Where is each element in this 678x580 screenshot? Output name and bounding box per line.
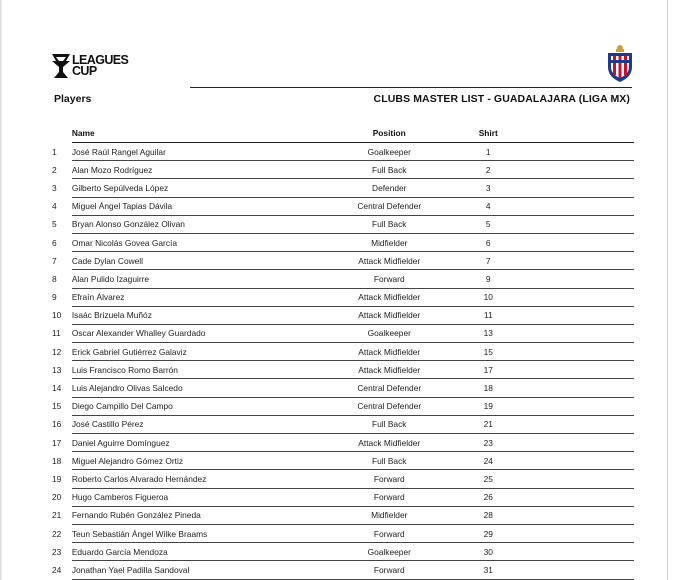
player-name: Alan Mozo Rodríguez bbox=[72, 161, 320, 179]
player-position: Attack Midfielder bbox=[320, 434, 459, 452]
table-row bbox=[46, 561, 634, 579]
player-position: Midfielder bbox=[320, 506, 459, 524]
spacer-cell bbox=[518, 288, 634, 306]
shirt-number: 2 bbox=[459, 161, 518, 179]
spacer-cell bbox=[518, 470, 634, 488]
row-number: 21 bbox=[52, 510, 62, 521]
player-name: Jonathan Yael Padilla Sandoval bbox=[72, 561, 320, 579]
player-position: Attack Midfielder bbox=[320, 288, 459, 306]
spacer-cell bbox=[518, 506, 634, 524]
spacer-cell bbox=[518, 197, 634, 215]
shirt-number: 9 bbox=[459, 270, 518, 288]
player-name: Oscar Alexander Whalley Guardado bbox=[72, 324, 320, 342]
player-position: Goalkeeper bbox=[320, 143, 459, 161]
page-edge-shadow bbox=[0, 0, 3, 580]
player-position: Defender bbox=[320, 179, 459, 197]
player-position: Full Back bbox=[320, 452, 459, 470]
spacer-column-header bbox=[518, 124, 634, 143]
leagues-cup-trophy-icon bbox=[52, 54, 70, 78]
player-name: Hugo Camberos Figueroa bbox=[72, 488, 320, 506]
spacer-cell bbox=[518, 379, 634, 397]
document-title: CLUBS MASTER LIST - GUADALAJARA (LIGA MX) bbox=[373, 93, 630, 105]
player-position: Midfielder bbox=[320, 233, 459, 251]
table-row bbox=[46, 252, 634, 270]
table-row bbox=[46, 434, 634, 452]
guadalajara-crest-icon bbox=[605, 43, 635, 83]
shirt-number: 15 bbox=[459, 343, 518, 361]
player-name: Eduardo García Mendoza bbox=[72, 543, 320, 561]
table-row bbox=[46, 488, 634, 506]
row-number: 17 bbox=[52, 437, 62, 448]
row-number: 20 bbox=[52, 492, 62, 503]
row-number: 18 bbox=[52, 455, 62, 466]
player-name: Teun Sebastián Ángel Wilke Braams bbox=[72, 524, 320, 542]
player-position: Full Back bbox=[320, 415, 459, 433]
shirt-number: 24 bbox=[459, 452, 518, 470]
player-position: Attack Midfielder bbox=[320, 361, 459, 379]
player-position: Attack Midfielder bbox=[320, 306, 459, 324]
spacer-cell bbox=[518, 452, 634, 470]
table-row bbox=[46, 233, 634, 251]
shirt-number: 7 bbox=[459, 252, 518, 270]
shirt-number: 18 bbox=[459, 379, 518, 397]
row-number: 7 bbox=[52, 255, 57, 266]
player-name: Efraín Álvarez bbox=[72, 288, 320, 306]
row-number: 22 bbox=[52, 528, 62, 539]
shirt-number: 25 bbox=[459, 470, 518, 488]
shirt-number: 1 bbox=[459, 143, 518, 161]
row-number: 10 bbox=[52, 310, 62, 321]
shirt-number: 10 bbox=[459, 288, 518, 306]
shirt-number: 26 bbox=[459, 488, 518, 506]
players-table-body bbox=[46, 143, 634, 580]
row-number: 23 bbox=[52, 546, 62, 557]
name-column-header: Name bbox=[72, 124, 320, 143]
players-table bbox=[46, 124, 634, 580]
table-row bbox=[46, 197, 634, 215]
player-position: Central Defender bbox=[320, 397, 459, 415]
shirt-number: 6 bbox=[459, 233, 518, 251]
player-name: Isaác Brizuela Muñóz bbox=[72, 306, 320, 324]
table-row bbox=[46, 343, 634, 361]
player-position: Goalkeeper bbox=[320, 543, 459, 561]
row-number: 12 bbox=[52, 346, 62, 357]
player-name: Fernando Rubén González Pineda bbox=[72, 506, 320, 524]
player-position: Forward bbox=[320, 470, 459, 488]
shirt-number: 21 bbox=[459, 415, 518, 433]
shirt-number: 28 bbox=[459, 506, 518, 524]
player-name: Miguel Alejandro Gómez Ortiz bbox=[72, 452, 320, 470]
player-position: Attack Midfielder bbox=[320, 343, 459, 361]
spacer-cell bbox=[518, 361, 634, 379]
player-position: Forward bbox=[320, 270, 459, 288]
player-position: Goalkeeper bbox=[320, 324, 459, 342]
row-number: 8 bbox=[52, 273, 57, 284]
player-name: José Raúl Rangel Aguilar bbox=[72, 143, 320, 161]
player-position: Forward bbox=[320, 488, 459, 506]
row-number: 15 bbox=[52, 401, 62, 412]
row-number: 3 bbox=[52, 182, 57, 193]
spacer-cell bbox=[518, 343, 634, 361]
spacer-cell bbox=[518, 306, 634, 324]
shirt-number: 4 bbox=[459, 197, 518, 215]
table-row bbox=[46, 288, 634, 306]
logo-word-leagues: LEAGUES bbox=[72, 53, 129, 67]
row-number: 11 bbox=[52, 328, 61, 339]
table-row bbox=[46, 215, 634, 233]
page-right-edge bbox=[667, 0, 678, 580]
spacer-cell bbox=[518, 543, 634, 561]
spacer-cell bbox=[518, 233, 634, 251]
row-number: 4 bbox=[52, 201, 57, 212]
table-row bbox=[46, 161, 634, 179]
position-column-header: Position bbox=[320, 124, 459, 143]
row-number: 13 bbox=[52, 364, 62, 375]
row-number-header bbox=[46, 124, 72, 143]
row-number: 2 bbox=[52, 164, 57, 175]
logo-word-cup: CUP bbox=[72, 64, 97, 78]
spacer-cell bbox=[518, 179, 634, 197]
table-row bbox=[46, 543, 634, 561]
player-name: Erick Gabriel Gutiérrez Galaviz bbox=[72, 343, 320, 361]
row-number: 5 bbox=[52, 219, 57, 230]
player-name: Miguel Ángel Tapias Dávila bbox=[72, 197, 320, 215]
table-row bbox=[46, 306, 634, 324]
player-name: Bryan Alonso González Olivan bbox=[72, 215, 320, 233]
player-position: Full Back bbox=[320, 215, 459, 233]
spacer-cell bbox=[518, 270, 634, 288]
spacer-cell bbox=[518, 252, 634, 270]
row-number: 6 bbox=[52, 237, 57, 248]
spacer-cell bbox=[518, 488, 634, 506]
shirt-number: 23 bbox=[459, 434, 518, 452]
shirt-number: 19 bbox=[459, 397, 518, 415]
player-position: Forward bbox=[320, 561, 459, 579]
player-position: Full Back bbox=[320, 161, 459, 179]
player-position: Attack Midfielder bbox=[320, 252, 459, 270]
table-row bbox=[46, 470, 634, 488]
header-divider bbox=[190, 87, 632, 88]
section-title: Players bbox=[54, 93, 92, 105]
player-name: Daniel Aguirre Domínguez bbox=[72, 434, 320, 452]
table-row bbox=[46, 361, 634, 379]
shirt-column-header: Shirt bbox=[459, 124, 518, 143]
shirt-number: 17 bbox=[459, 361, 518, 379]
row-number: 19 bbox=[52, 473, 62, 484]
player-name: José Castillo Pérez bbox=[72, 415, 320, 433]
shirt-number: 5 bbox=[459, 215, 518, 233]
spacer-cell bbox=[518, 415, 634, 433]
shirt-number: 29 bbox=[459, 524, 518, 542]
table-row bbox=[46, 379, 634, 397]
shirt-number: 11 bbox=[459, 306, 518, 324]
table-row bbox=[46, 324, 634, 342]
player-position: Central Defender bbox=[320, 197, 459, 215]
row-number: 16 bbox=[52, 419, 62, 430]
spacer-cell bbox=[518, 524, 634, 542]
player-name: Gilberto Sepúlveda López bbox=[72, 179, 320, 197]
player-position: Forward bbox=[320, 524, 459, 542]
table-row bbox=[46, 179, 634, 197]
table-row bbox=[46, 270, 634, 288]
table-row bbox=[46, 397, 634, 415]
shirt-number: 31 bbox=[459, 561, 518, 579]
spacer-cell bbox=[518, 215, 634, 233]
spacer-cell bbox=[518, 434, 634, 452]
player-name: Diego Campillo Del Campo bbox=[72, 397, 320, 415]
table-row bbox=[46, 415, 634, 433]
player-name: Roberto Carlos Alvarado Hernández bbox=[72, 470, 320, 488]
player-position: Central Defender bbox=[320, 379, 459, 397]
table-row bbox=[46, 506, 634, 524]
shirt-number: 30 bbox=[459, 543, 518, 561]
spacer-cell bbox=[518, 397, 634, 415]
leagues-cup-logo bbox=[52, 54, 162, 80]
player-name: Cade Dylan Cowell bbox=[72, 252, 320, 270]
table-row bbox=[46, 524, 634, 542]
spacer-cell bbox=[518, 143, 634, 161]
row-number: 14 bbox=[52, 383, 62, 394]
table-row bbox=[46, 452, 634, 470]
player-name: Luis Francisco Romo Barrón bbox=[72, 361, 320, 379]
spacer-cell bbox=[518, 161, 634, 179]
table-row bbox=[46, 143, 634, 161]
row-number: 9 bbox=[52, 292, 57, 303]
row-number: 24 bbox=[52, 564, 62, 575]
spacer-cell bbox=[518, 324, 634, 342]
player-name: Luis Alejandro Olivas Salcedo bbox=[72, 379, 320, 397]
shirt-number: 3 bbox=[459, 179, 518, 197]
table-header-row bbox=[46, 124, 634, 143]
shirt-number: 13 bbox=[459, 324, 518, 342]
player-name: Alan Pulido Izaguirre bbox=[72, 270, 320, 288]
row-number: 1 bbox=[52, 146, 57, 157]
spacer-cell bbox=[518, 561, 634, 579]
player-name: Omar Nicolás Govea García bbox=[72, 233, 320, 251]
